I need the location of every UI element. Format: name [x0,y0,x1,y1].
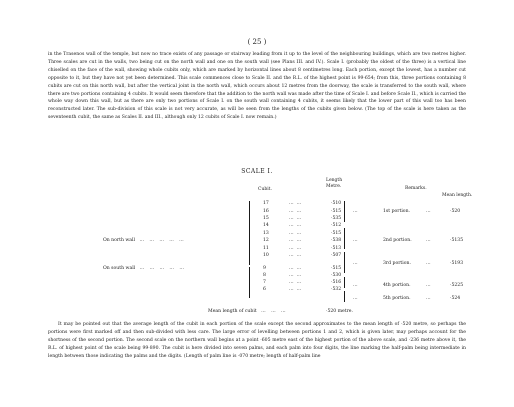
header-remarks: Remarks. [405,186,427,191]
cubit-number: 16 [263,209,269,214]
row-leader-dots: … … [289,201,303,206]
portion-label: 5th portion. [383,296,411,301]
portion-brace-3 [344,252,345,273]
cubit-number: 7 [263,280,266,285]
portion-leader-dots: … [353,238,359,243]
row-leader-dots: … … [289,231,303,236]
cubit-length: ·530 [331,273,342,278]
cubit-length: ·515 [331,209,342,214]
discussion-paragraph: It may be pointed out that the average length of the cubit in each portion of the scale except the second approximates to the mean length of ·520 metre, so perhaps the portions were first marked off and then sub-divided with less care. The large error of levelling between portions 1 and 2, which is given later, may perhaps account for the shortness of the second portion. The second scale on the northern wall begins at a point ·605 metre east of the highest portion of the above scale, and ·236 metre above it, the R.L. of highest point of the scale being 99·890. The cubit is here divided into seven palms, and each palm into four digits, the line marking the half-palm being intermediate in length between those indicating the palms and the digits. (Length of palm line is ·070 metre; length of half-palm line [48,322,466,359]
cubit-length: ·515 [331,231,342,236]
cubit-number: 15 [263,216,269,221]
cubit-number: 8 [263,273,266,278]
cubit-number: 6 [263,287,266,292]
south-wall-label: On south wall … … … … … [103,266,185,271]
header-cubit: Cubit. [258,187,272,192]
portion-mean-length: ·520 [450,209,461,214]
portion-label: 4th portion. [383,283,411,288]
cubit-number: 10 [263,253,269,258]
row-leader-dots: … … [289,238,303,243]
portion-brace-4 [344,277,345,288]
header-length-1: Length [326,178,343,183]
cubit-number: 13 [263,231,269,236]
header-length-2: Metre. [326,184,342,189]
portion-mean-length: ·5135 [450,238,464,243]
cubit-length: ·538 [331,238,342,243]
row-leader-dots: … … [289,246,303,251]
page-number: ( 25 ) [247,38,267,46]
cubit-number: 11 [263,246,269,251]
mean-length-value: ·520 metre. [326,309,353,314]
row-leader-dots: … … [289,216,303,221]
row-leader-dots: … … [289,209,303,214]
row-leader-dots: … … [289,266,303,271]
row-leader-dots: … … [289,223,303,228]
row-leader-dots: … … [289,287,303,292]
cubit-length: ·512 [331,223,342,228]
portion-label: 3rd portion. [383,261,411,266]
scale-title: SCALE I. [241,168,273,175]
portion-leader-dots: … [426,209,432,214]
portion-brace-5 [344,291,345,302]
cubit-length: ·510 [331,201,342,206]
cubit-length: ·532 [331,287,342,292]
portion-label: 1st portion. [383,209,410,214]
portion-leader-dots: … [426,238,432,243]
cubit-length: ·515 [331,266,342,271]
cubit-length: ·516 [331,280,342,285]
cubit-number: 17 [263,201,269,206]
cubit-number: 9 [263,266,266,271]
row-leader-dots: … … [289,280,303,285]
cubit-length: ·535 [331,216,342,221]
portion-leader-dots: … [426,283,432,288]
cubit-number: 14 [263,223,269,228]
portion-mean-length: ·524 [450,296,461,301]
cubit-length: ·507 [331,253,342,258]
portion-mean-length: ·5193 [450,261,464,266]
mean-length-label: Mean length of cubit … … … [208,309,287,314]
row-leader-dots: … … [289,273,303,278]
north-wall-label: On north wall … … … … … [103,238,185,243]
portion-leader-dots: … [426,261,432,266]
intro-paragraph: in the Trasenos wall of the temple, but now no trace exists of any passage or stairway leading from it up to the level of the neighbouring buildings, which are two metres higher. Three scales are cut in the walls, two being cut on the north wall and one on the south wall (see Plans III. and IV.). Scale I. (probably the oldest of the three) is a vertical line chiselled on the face of the wall, showing whole cubits only, which are marked by horizontal lines about 8 centimetres long. Each portion, except the lowest, has a number cut opposite to it, but they have not yet been determined. This scale commences close to Scale II. and the R.L. of the highest point is 99·654; from this, three portions containing 8 cubits are cut on this north wall, but after the vertical joint in the north wall, which occurs about 12 metres from the doorway, the scale is transferred to the south wall, where there are two portions containing 4 cubits. It would seem therefore that the addition to the north wall was made after the time of Scale I. and before Scale II., which is carried the whole way down this wall, but as there are only two portions of Scale I. on the south wall containing 4 cubits, it seems likely that the lower part of this wall too has been reconstructed later. The sub-division of this scale is not very accurate, as will be seen from the lengths of the cubits given below. (The top of the scale is here taken as the seventeenth cubit, the same as Scales II. and III., although only 12 cubits of Scale I. now remain.) [48,52,466,121]
portion-label: 2nd portion. [383,238,412,243]
portion-brace-2 [344,228,345,249]
cubit-length: ·513 [331,246,342,251]
portion-leader-dots: … [353,261,359,266]
header-mean-length: Mean length. [442,193,473,198]
portion-leader-dots: … [353,296,359,301]
cubit-number: 12 [263,238,269,243]
portion-leader-dots: … [353,209,359,214]
south-wall-brace [249,267,250,298]
portion-mean-length: ·5225 [450,283,464,288]
north-wall-brace [249,201,250,265]
portion-leader-dots: … [426,296,432,301]
row-leader-dots: … … [289,253,303,258]
portion-brace-1 [344,201,345,222]
portion-leader-dots: … [353,283,359,288]
